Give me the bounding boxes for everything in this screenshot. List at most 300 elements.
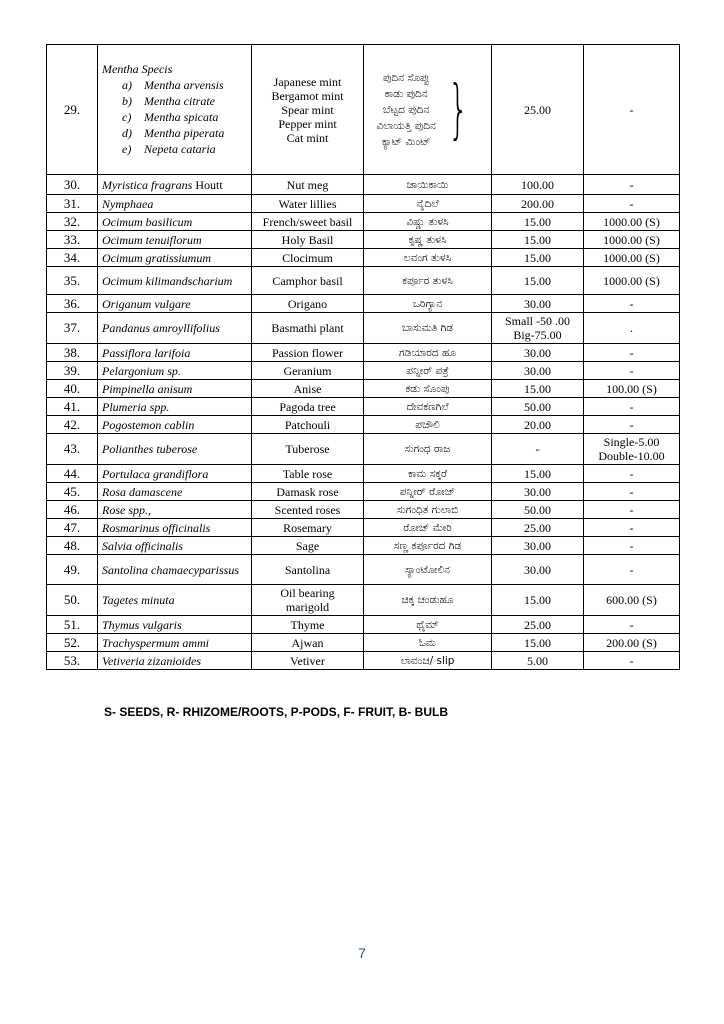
seed-price-cell xyxy=(584,652,680,670)
scientific-name: Pogostemon cablin xyxy=(102,417,195,432)
kannada-name-cell xyxy=(364,519,492,537)
kannada-name-cell xyxy=(364,344,492,362)
plant-price-cell xyxy=(492,555,584,585)
seed-price-cell xyxy=(584,465,680,483)
row-number: 39. xyxy=(47,362,98,380)
english-name: Patchouli xyxy=(284,417,331,432)
table-row xyxy=(47,483,680,501)
scientific-name: Origanum vulgare xyxy=(102,296,191,311)
plant-price-cell xyxy=(492,344,584,362)
table-row xyxy=(47,519,680,537)
english-name: Damask rose xyxy=(276,484,339,499)
scientific-name-cell xyxy=(98,231,252,249)
english-name: Vetiver xyxy=(290,653,325,668)
english-name: Clocimum xyxy=(282,250,333,265)
plant-price-cell xyxy=(492,313,584,344)
english-name: Basmathi plant xyxy=(271,321,344,335)
scientific-name: Ocimum tenuiflorum xyxy=(102,232,202,247)
species-name: Mentha spicata xyxy=(144,109,219,124)
scientific-name: Ocimum basilicum xyxy=(102,214,193,229)
row-number: 42. xyxy=(47,416,98,434)
scientific-name: Polianthes tuberose xyxy=(102,442,198,456)
kannada-name: ಸುಗಂಧ ರಾಜ xyxy=(404,443,451,455)
table-row xyxy=(47,267,680,295)
kannada-name-cell xyxy=(364,195,492,213)
scientific-name-cell xyxy=(98,267,252,295)
seed-price: - xyxy=(629,653,634,668)
seed-price-cell xyxy=(584,231,680,249)
plant-price: 15.00 xyxy=(524,214,551,229)
seed-price: 1000.00 (S) xyxy=(603,250,660,265)
kannada-name: ಸಣ್ಣ ಕರ್ಪೂರದ ಗಿಡ xyxy=(393,539,462,552)
species-item xyxy=(102,94,247,110)
table-row xyxy=(47,501,680,519)
seed-price: . xyxy=(630,321,633,335)
plant-price: 30.00 xyxy=(524,538,551,553)
scientific-name-cell xyxy=(98,555,252,585)
seed-price-cell xyxy=(584,537,680,555)
english-name-cell xyxy=(252,249,364,267)
plant-price: 25.00 xyxy=(524,520,551,535)
kannada-name-cell xyxy=(364,634,492,652)
english-name-cell xyxy=(252,45,364,175)
plant-price: 100.00 xyxy=(521,177,554,192)
english-name-list xyxy=(256,75,359,145)
author-name: Houtt xyxy=(195,177,223,192)
kannada-name: ಕಡು ಸೊಂಪು xyxy=(405,382,450,395)
kannada-name: ಕ್ಯಾಟ್ ಮಿಂಟ್ xyxy=(381,135,431,148)
species-item xyxy=(102,126,247,142)
scientific-name-cell xyxy=(98,416,252,434)
english-name-cell xyxy=(252,555,364,585)
table-row xyxy=(47,398,680,416)
row-number: 51. xyxy=(47,616,98,634)
row-number: 36. xyxy=(47,295,98,313)
row-number: 50. xyxy=(47,585,98,616)
table-row xyxy=(47,195,680,213)
scientific-name: Ocimum gratissiumum xyxy=(102,250,212,265)
english-name: Japanese mint xyxy=(273,74,342,89)
seed-price: - xyxy=(629,177,634,192)
table-row xyxy=(47,555,680,585)
seed-price: - xyxy=(629,538,634,553)
table-row xyxy=(47,616,680,634)
table-row xyxy=(47,585,680,616)
kannada-name-cell xyxy=(364,465,492,483)
plant-price: 15.00 xyxy=(524,381,551,396)
table-row xyxy=(47,175,680,195)
seed-price-cell xyxy=(584,295,680,313)
scientific-name: Myristica fragrans xyxy=(102,177,193,192)
scientific-name-cell xyxy=(98,537,252,555)
english-name: Tuberose xyxy=(285,442,330,456)
scientific-name-cell xyxy=(98,634,252,652)
kannada-name-list xyxy=(376,70,436,150)
seed-price: - xyxy=(629,466,634,481)
seed-price: - xyxy=(629,345,634,360)
plant-price: 15.00 xyxy=(524,273,551,288)
scientific-name: Rosa damascene xyxy=(102,484,183,499)
plant-price-cell xyxy=(492,213,584,231)
plant-price-cell xyxy=(492,231,584,249)
plant-price: 15.00 xyxy=(524,232,551,247)
kannada-name: ರೋಜ್ ಮೇರಿ xyxy=(403,521,452,534)
scientific-name-cell xyxy=(98,344,252,362)
scientific-name-cell xyxy=(98,465,252,483)
plant-price-cell xyxy=(492,195,584,213)
species-item xyxy=(102,142,247,158)
seed-price-cell xyxy=(584,362,680,380)
row-number: 31. xyxy=(47,195,98,213)
kannada-name-cell xyxy=(364,175,492,195)
species-name: Mentha citrate xyxy=(144,93,215,108)
english-name-cell xyxy=(252,616,364,634)
english-name: Sage xyxy=(295,538,320,553)
plant-price: 5.00 xyxy=(527,653,548,668)
scientific-name-cell xyxy=(98,249,252,267)
seed-price: - xyxy=(629,484,634,499)
row-number: 48. xyxy=(47,537,98,555)
english-name: Anise xyxy=(293,381,322,396)
seed-price-cell xyxy=(584,380,680,398)
scientific-name-cell xyxy=(98,652,252,670)
table-row xyxy=(47,362,680,380)
scientific-name-cell xyxy=(98,585,252,616)
kannada-name-cell xyxy=(364,362,492,380)
scientific-name: Ocimum kilimandscharium xyxy=(102,273,233,288)
scientific-name-cell xyxy=(98,313,252,344)
species-letter: b) xyxy=(122,93,132,108)
row-number: 44. xyxy=(47,465,98,483)
english-name-cell xyxy=(252,398,364,416)
seed-price-cell xyxy=(584,313,680,344)
english-name-cell xyxy=(252,295,364,313)
table-row xyxy=(47,344,680,362)
scientific-name: Portulaca grandiflora xyxy=(102,466,209,481)
kannada-name-cell xyxy=(364,585,492,616)
plant-price: 50.00 xyxy=(524,399,551,414)
row-number: 29. xyxy=(47,45,98,175)
english-name: Rosemary xyxy=(283,520,332,535)
row-number: 35. xyxy=(47,267,98,295)
kannada-name-cell xyxy=(364,45,492,175)
seed-price: - xyxy=(629,296,634,311)
english-name-cell xyxy=(252,537,364,555)
kannada-name: ವಿಷ್ಣು ತುಳಸಿ xyxy=(406,215,449,228)
kannada-name-cell xyxy=(364,267,492,295)
table-row xyxy=(47,652,680,670)
kannada-name: ಪುದಿನ ಸೊಪ್ಪು xyxy=(382,71,430,84)
english-name-cell xyxy=(252,362,364,380)
species-name: Mentha arvensis xyxy=(144,77,224,92)
species-list xyxy=(102,78,247,158)
plant-price: 200.00 xyxy=(521,196,554,211)
plant-price: 25.00 xyxy=(524,102,551,117)
seed-price-cell xyxy=(584,195,680,213)
species-letter: a) xyxy=(122,77,132,92)
seed-price-cell xyxy=(584,398,680,416)
species-name: Nepeta cataria xyxy=(144,141,216,156)
plant-price: 30.00 xyxy=(524,484,551,499)
kannada-name-cell xyxy=(364,249,492,267)
table-row xyxy=(47,634,680,652)
seed-price: - xyxy=(629,417,634,432)
table-row xyxy=(47,313,680,344)
seed-price: - xyxy=(629,363,634,378)
english-name-cell xyxy=(252,267,364,295)
scientific-name-cell xyxy=(98,195,252,213)
english-name-cell xyxy=(252,313,364,344)
kannada-name: ಬಾಸುಮತಿ ಗಿಡ xyxy=(401,322,454,334)
seed-price-cell xyxy=(584,45,680,175)
seed-price: 1000.00 (S) xyxy=(603,214,660,229)
kannada-name: ದೇವಕಣಗಿಲೆ xyxy=(406,400,449,413)
species-item xyxy=(102,110,247,126)
kannada-name: ಒರಿಗ್ಯಾನ xyxy=(412,297,443,310)
english-name-cell xyxy=(252,344,364,362)
english-name: Pagoda tree xyxy=(279,399,336,414)
plant-price-cell xyxy=(492,175,584,195)
species-item xyxy=(102,78,247,94)
row-number: 45. xyxy=(47,483,98,501)
seed-price: 600.00 (S) xyxy=(606,593,657,607)
seed-price-cell xyxy=(584,501,680,519)
seed-price-cell xyxy=(584,434,680,465)
plant-price-cell xyxy=(492,652,584,670)
seed-price-cell xyxy=(584,555,680,585)
table-row xyxy=(47,295,680,313)
kannada-name-cell xyxy=(364,501,492,519)
table-row xyxy=(47,434,680,465)
seed-price-cell xyxy=(584,519,680,537)
legend-note: S- SEEDS, R- RHIZOME/ROOTS, P-PODS, F- FRUIT, B- BULB xyxy=(104,705,449,719)
english-name-cell xyxy=(252,195,364,213)
plant-price: 15.00 xyxy=(524,250,551,265)
english-name-cell xyxy=(252,585,364,616)
kannada-name-cell xyxy=(364,652,492,670)
plant-price: Big-75.00 xyxy=(513,328,562,342)
species-name: Mentha piperata xyxy=(144,125,225,140)
plant-price: 30.00 xyxy=(524,562,551,577)
plant-price: - xyxy=(535,442,540,456)
english-name: Water lillies xyxy=(278,196,337,211)
english-name: Holy Basil xyxy=(281,232,334,247)
species-letter: e) xyxy=(122,141,132,156)
table-row xyxy=(47,213,680,231)
kannada-name-group xyxy=(368,70,487,150)
seed-price: - xyxy=(629,399,634,414)
table-row xyxy=(47,416,680,434)
seed-price-cell xyxy=(584,344,680,362)
table-row xyxy=(47,380,680,398)
plant-price: 30.00 xyxy=(524,345,551,360)
row-number: 53. xyxy=(47,652,98,670)
seed-price: 200.00 (S) xyxy=(606,635,657,650)
kannada-name: ಓಮ xyxy=(418,636,437,649)
seed-price-cell xyxy=(584,585,680,616)
plant-price: 25.00 xyxy=(524,617,551,632)
seed-price: - xyxy=(629,102,634,117)
kannada-name-cell xyxy=(364,398,492,416)
kannada-name: ಕಾಮ ಸಕ್ಕರೆ xyxy=(407,467,448,480)
kannada-name: ಲಾವಂಚ/ slip xyxy=(400,654,455,667)
row-number: 32. xyxy=(47,213,98,231)
kannada-name-cell xyxy=(364,434,492,465)
row-number: 37. xyxy=(47,313,98,344)
scientific-name-cell xyxy=(98,434,252,465)
english-name: Pepper mint xyxy=(278,116,337,131)
plant-price-cell xyxy=(492,634,584,652)
seed-price: - xyxy=(629,617,634,632)
english-name: Cat mint xyxy=(286,130,329,145)
kannada-name-cell xyxy=(364,416,492,434)
english-name-cell xyxy=(252,380,364,398)
plant-price-cell xyxy=(492,380,584,398)
scientific-name: Passiflora larifoia xyxy=(102,345,191,360)
species-letter: c) xyxy=(122,109,132,124)
plant-price-cell xyxy=(492,483,584,501)
kannada-name: ಚಿಕ್ಕ ಚಂಡುಹೂ xyxy=(401,594,454,606)
scientific-name-cell xyxy=(98,362,252,380)
scientific-name: Salvia officinalis xyxy=(102,538,183,553)
plant-price-cell xyxy=(492,616,584,634)
plant-price: Small -50 .00 xyxy=(505,314,570,328)
table-row xyxy=(47,465,680,483)
english-name: French/sweet basil xyxy=(262,214,353,229)
seed-price-cell xyxy=(584,483,680,501)
english-name: marigold xyxy=(285,600,330,614)
row-number: 34. xyxy=(47,249,98,267)
seed-price: - xyxy=(629,520,634,535)
english-name-cell xyxy=(252,416,364,434)
scientific-name: Santolina chamaecyparissus xyxy=(102,562,239,577)
english-name-cell xyxy=(252,652,364,670)
plant-price-cell xyxy=(492,249,584,267)
row-number: 33. xyxy=(47,231,98,249)
english-name: Scented roses xyxy=(274,502,341,517)
kannada-name-cell xyxy=(364,483,492,501)
english-name: Spear mint xyxy=(281,102,334,117)
seed-price-cell xyxy=(584,416,680,434)
row-number: 41. xyxy=(47,398,98,416)
plant-price: 50.00 xyxy=(524,502,551,517)
seed-price: 1000.00 (S) xyxy=(603,273,660,288)
scientific-name: Pimpinella anisum xyxy=(102,381,193,396)
scientific-name-cell xyxy=(98,616,252,634)
plant-price-cell xyxy=(492,537,584,555)
scientific-name: Rose spp., xyxy=(102,502,151,517)
seed-price: - xyxy=(629,562,634,577)
species-letter: d) xyxy=(122,125,132,140)
scientific-name-cell xyxy=(98,380,252,398)
plant-price-table xyxy=(46,44,680,670)
kannada-name-cell xyxy=(364,616,492,634)
plant-price-cell xyxy=(492,585,584,616)
row-number: 52. xyxy=(47,634,98,652)
scientific-name-cell xyxy=(98,175,252,195)
kannada-name: ಜಾಯಿಕಾಯಿ xyxy=(406,178,449,191)
english-name-cell xyxy=(252,519,364,537)
english-name: Origano xyxy=(287,296,328,311)
plant-price: 15.00 xyxy=(524,635,551,650)
english-name-cell xyxy=(252,175,364,195)
plant-price-cell xyxy=(492,45,584,175)
row-number: 49. xyxy=(47,555,98,585)
kannada-name: ಥೈಮ್ xyxy=(416,618,439,631)
kannada-name: ಪನ್ನೀರ್ ಪತ್ರೆ xyxy=(406,364,449,377)
scientific-name: Nymphaea xyxy=(102,196,154,211)
english-name: Table rose xyxy=(282,466,333,481)
plant-price-cell xyxy=(492,295,584,313)
plant-price-cell xyxy=(492,434,584,465)
english-name-cell xyxy=(252,231,364,249)
table-row xyxy=(47,45,680,175)
page-number: 7 xyxy=(358,945,366,961)
plant-price: 30.00 xyxy=(524,296,551,311)
plant-price-cell xyxy=(492,398,584,416)
english-name: Ajwan xyxy=(291,635,324,650)
scientific-name: Vetiveria zizanioides xyxy=(102,653,201,668)
english-name: Bergamot mint xyxy=(271,88,344,103)
kannada-name: ಗಡಿಯಾರದ ಹೂ xyxy=(399,346,456,359)
plant-price-cell xyxy=(492,362,584,380)
seed-price-cell xyxy=(584,213,680,231)
kannada-name-cell xyxy=(364,313,492,344)
right-brace-icon: } xyxy=(448,72,469,147)
scientific-name: Mentha Specis xyxy=(102,61,173,76)
plant-price-cell xyxy=(492,501,584,519)
seed-price-cell xyxy=(584,616,680,634)
english-name-cell xyxy=(252,213,364,231)
table-row xyxy=(47,231,680,249)
plant-price: 15.00 xyxy=(524,466,551,481)
scientific-name-cell xyxy=(98,501,252,519)
kannada-name-cell xyxy=(364,537,492,555)
scientific-name-cell xyxy=(98,519,252,537)
kannada-name: ಬೆಟ್ಟದ ಪುದಿನ xyxy=(382,103,430,116)
kannada-name-cell xyxy=(364,213,492,231)
english-name-cell xyxy=(252,483,364,501)
row-number: 47. xyxy=(47,519,98,537)
kannada-name: ಸ್ಯಾಂಟೋಲಿನ xyxy=(405,563,450,576)
row-number: 38. xyxy=(47,344,98,362)
english-name: Passion flower xyxy=(272,345,343,360)
english-name-cell xyxy=(252,465,364,483)
seed-price-cell xyxy=(584,634,680,652)
kannada-name: ನೈದಿಲೆ xyxy=(416,197,439,210)
english-name-cell xyxy=(252,434,364,465)
row-number: 46. xyxy=(47,501,98,519)
scientific-name: Tagetes minuta xyxy=(102,593,175,607)
plant-price-cell xyxy=(492,416,584,434)
scientific-name-cell xyxy=(98,483,252,501)
english-name: Nut meg xyxy=(286,177,329,192)
plant-price-cell xyxy=(492,519,584,537)
scientific-name: Pelargonium sp. xyxy=(102,363,181,378)
plant-price: 30.00 xyxy=(524,363,551,378)
kannada-name-cell xyxy=(364,380,492,398)
plant-price-cell xyxy=(492,267,584,295)
scientific-name-cell xyxy=(98,398,252,416)
plant-price: 20.00 xyxy=(524,417,551,432)
english-name: Camphor basil xyxy=(272,273,343,288)
kannada-name: ಪನ್ನೀರ್ ರೋಜ್ xyxy=(399,485,456,498)
english-name-cell xyxy=(252,501,364,519)
kannada-name: ಕಾಡು ಪುದಿನ xyxy=(384,87,428,100)
kannada-name: ಕರ್ಪೂರ ತುಳಸಿ xyxy=(402,274,453,287)
english-name: Oil bearing xyxy=(280,586,335,600)
seed-price: Single-5.00 xyxy=(603,435,660,449)
